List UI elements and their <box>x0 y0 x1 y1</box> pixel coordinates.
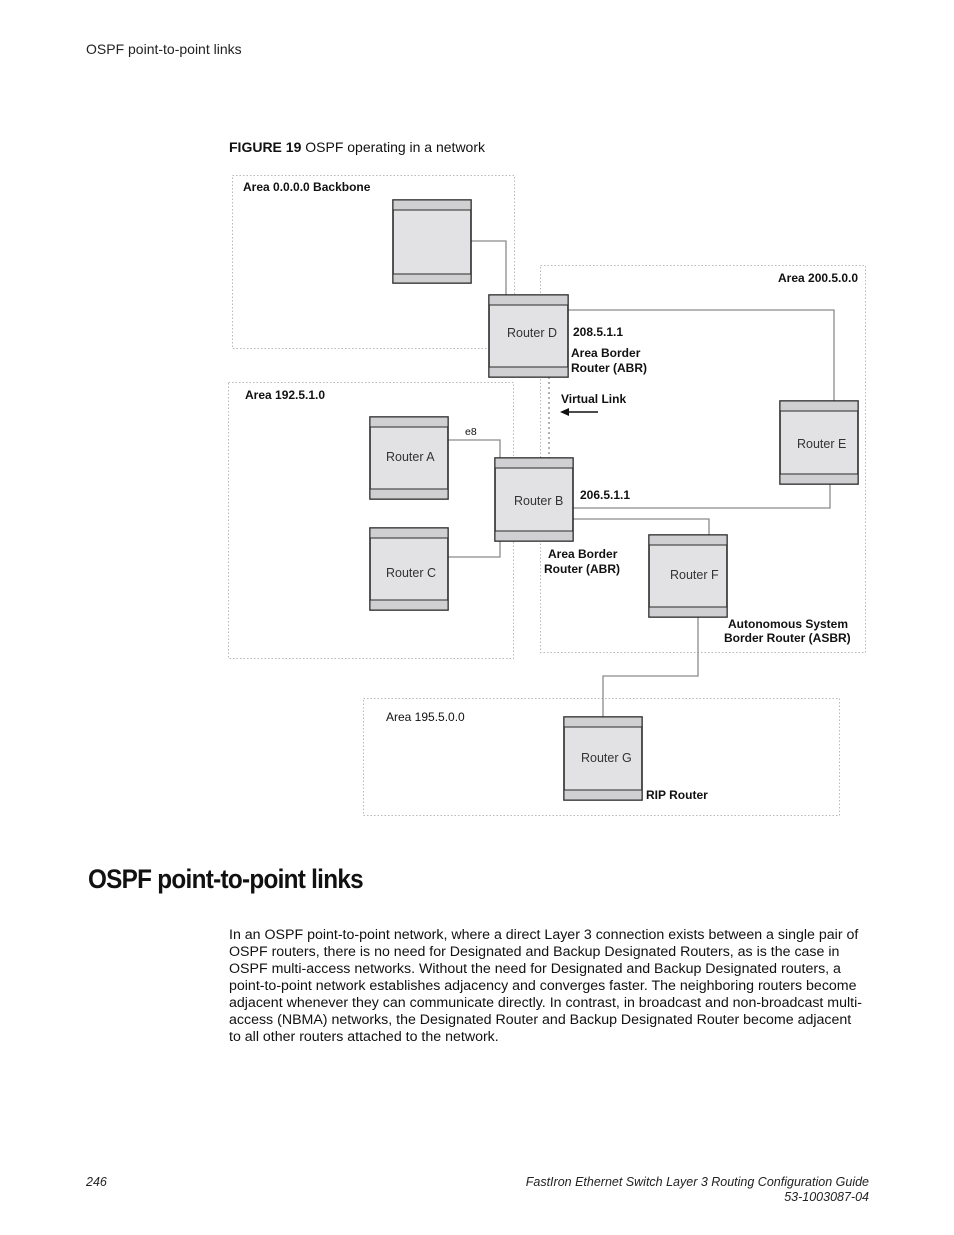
footer-info <box>526 1175 869 1205</box>
router-b-abr-line2: Router (ABR) <box>544 562 620 576</box>
router-e-label: Router E <box>797 437 847 451</box>
link-a-to-b <box>448 440 500 458</box>
router-f-label: Router F <box>670 568 719 582</box>
router-d-label: Router D <box>507 326 558 340</box>
router-b <box>495 458 573 541</box>
router-g <box>564 717 642 800</box>
port-e8-label: e8 <box>465 426 477 438</box>
router-b-ip-label: 206.5.1.1 <box>580 488 631 502</box>
router-d-ip-label: 208.5.1.1 <box>573 325 624 339</box>
link-c-to-b <box>448 541 500 557</box>
link-b-to-f <box>573 519 709 535</box>
asbr-label-line2: Border Router (ASBR) <box>724 631 851 645</box>
router-c <box>370 528 448 610</box>
page-number: 246 <box>86 1175 107 1189</box>
rip-router-label: RIP Router <box>646 788 708 802</box>
router-e <box>780 401 858 484</box>
area-200-label: Area 200.5.0.0 <box>778 271 859 285</box>
doc-number: 53-1003087-04 <box>784 1190 869 1204</box>
section-title: OSPF point-to-point links <box>88 864 363 894</box>
guide-title: FastIron Ethernet Switch Layer 3 Routing Configuration Guide <box>525 1175 869 1189</box>
section-paragraph: In an OSPF point-to-point network, where a direct Layer 3 connection exists between a single pair of OSPF routers, there is no need for Designated and Backup Designated Routers, as is the case in OSPF multi-access networks. Without the need for Designated and Backup Designated routers, a point-to-point network establishes adjacency and converges faster. The neighboring routers become adjacent whenever they can communicate directly. In contrast, in broadcast and non-broadcast multi-access (NBMA) networks, the Designated Router and Backup Designated Router become adjacent to all other routers attached to the network. <box>229 927 862 1045</box>
router-f <box>649 535 727 617</box>
link-backbone-to-d <box>471 241 506 295</box>
router-d <box>489 295 568 377</box>
area-195-label: Area 195.5.0.0 <box>386 710 465 724</box>
link-f-to-g <box>603 617 698 717</box>
virtual-link-label: Virtual Link <box>561 392 627 406</box>
router-d-abr-line2: Router (ABR) <box>571 361 647 375</box>
router-b-abr-line1: Area Border <box>548 547 618 561</box>
figure-number: FIGURE 19 <box>229 139 302 155</box>
router-d-abr-line1: Area Border <box>571 346 641 360</box>
running-header: OSPF point-to-point links <box>86 41 242 57</box>
router-b-label: Router B <box>514 494 564 508</box>
virtual-link-arrowhead <box>560 408 569 416</box>
area-backbone-boundary <box>233 176 515 349</box>
backbone-device <box>393 200 471 283</box>
figure-caption-text: OSPF operating in a network <box>305 139 486 155</box>
area-backbone-label: Area 0.0.0.0 Backbone <box>243 180 371 194</box>
router-a <box>370 417 448 499</box>
area-192-label: Area 192.5.1.0 <box>245 388 326 402</box>
router-g-label: Router G <box>581 751 632 765</box>
router-c-label: Router C <box>386 566 437 580</box>
asbr-label-line1: Autonomous System <box>728 617 849 631</box>
router-a-label: Router A <box>386 450 435 464</box>
